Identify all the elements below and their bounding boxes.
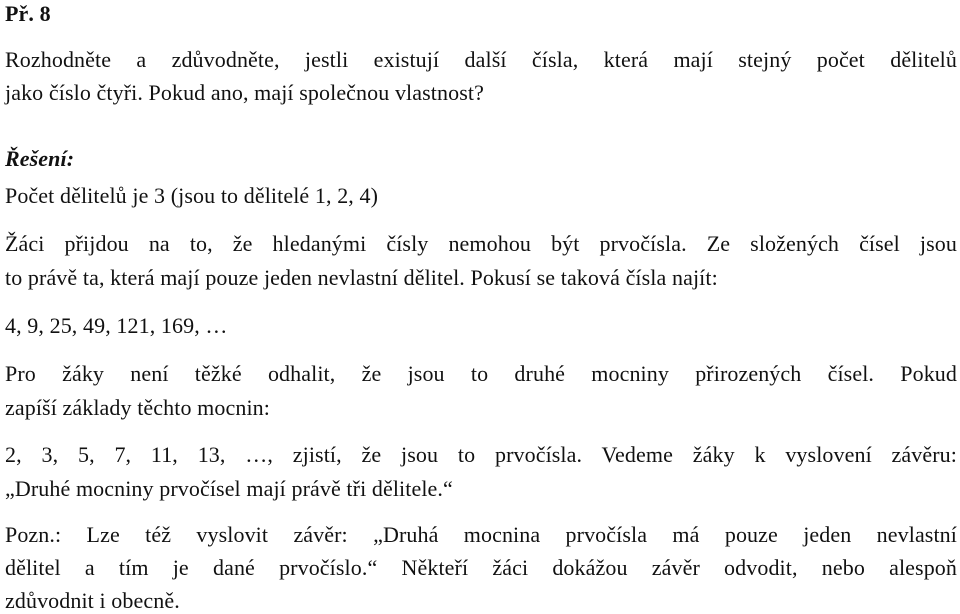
solution-conclusion: „Druhé mocniny prvočísel mají právě tři dělitele.“ — [5, 476, 453, 501]
task-text-line-2: jako číslo čtyři. Pokud ano, mají společnou vlastnost? — [5, 80, 484, 105]
note-line: Pozn.: Lze též vyslovit závěr: „Druhá mocnina prvočísla má pouze jeden nevlastní — [5, 522, 957, 547]
solution-line: Počet dělitelů je 3 (jsou to dělitelé 1, 2, 4) — [5, 183, 379, 208]
solution-line: 4, 9, 25, 49, 121, 169, … — [5, 313, 228, 338]
solution-line: to právě ta, která mají pouze jeden nevlastní dělitel. Pokusí se taková čísla najít: — [5, 265, 718, 290]
solution-line: 2, 3, 5, 7, 11, 13, …, zjistí, že jsou to prvočísla. Vedeme žáky k vyslovení závěru: — [5, 442, 957, 467]
task-text-line-1: Rozhodněte a zdůvodněte, jestli existují další čísla, která mají stejný počet dělitelů — [5, 47, 957, 72]
note-line: zdůvodnit i obecně. — [5, 588, 180, 613]
note-line: dělitel a tím je dané prvočíslo.“ Někteří žáci dokážou závěr odvodit, nebo alespoň — [5, 555, 957, 580]
solution-heading: Řešení: — [5, 146, 75, 171]
solution-line: Žáci přijdou na to, že hledanými čísly nemohou být prvočísla. Ze složených čísel jsou — [5, 231, 957, 256]
solution-line: Pro žáky není těžké odhalit, že jsou to druhé mocniny přirozených čísel. Pokud — [5, 361, 957, 386]
exercise-label: Př. 8 — [5, 1, 51, 26]
solution-line: zapíší základy těchto mocnin: — [5, 395, 270, 420]
